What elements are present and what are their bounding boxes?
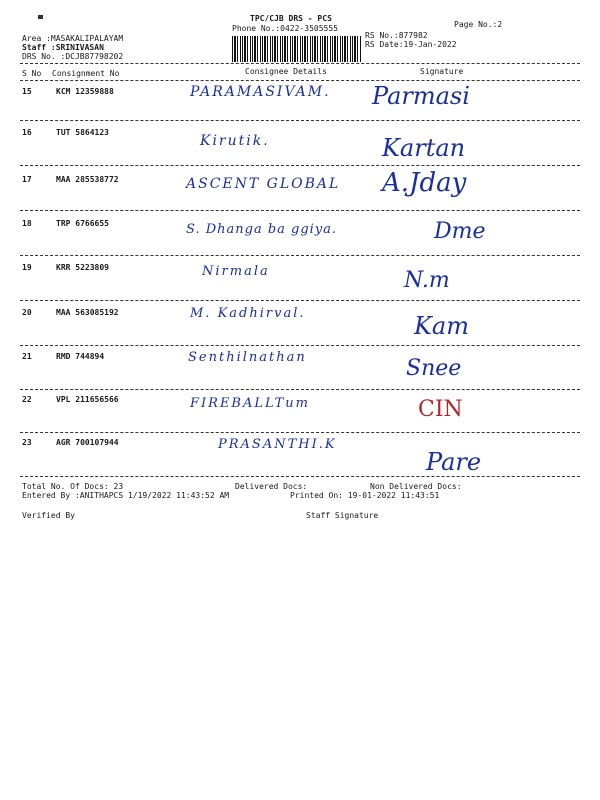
- row-consignee: Senthilnathan: [188, 350, 307, 365]
- printed-on: Printed On: 19-01-2022 11:43:51: [290, 491, 440, 500]
- row-divider: [20, 255, 580, 256]
- row-signature: Parmasi: [372, 82, 470, 110]
- area-label: Area :MASAKALIPALAYAM: [22, 34, 124, 43]
- row-divider: [20, 432, 580, 433]
- row-consignment: AGR 700107944: [56, 438, 119, 447]
- row-consignment: KCM 12359888: [56, 87, 114, 96]
- row-signature: Snee: [406, 356, 462, 381]
- column-header-consignee: Consignee Details: [245, 67, 327, 76]
- row-consignee: FIREBALLTum: [190, 396, 310, 411]
- row-consignment: MAA 285538772: [56, 175, 119, 184]
- delivered-docs: Delivered Docs:: [235, 482, 308, 491]
- row-signature: N.m: [404, 268, 450, 293]
- barcode: [232, 36, 362, 62]
- row-divider: [20, 165, 580, 166]
- row-consignment: VPL 211656566: [56, 395, 119, 404]
- row-divider: [20, 300, 580, 301]
- row-sno: 21: [22, 352, 32, 361]
- row-signature: Kartan: [382, 134, 466, 162]
- row-consignment: KRR 5223809: [56, 263, 109, 272]
- page-number: Page No.:2: [454, 20, 503, 29]
- row-consignee: M. Kadhirval.: [190, 306, 306, 321]
- row-divider: [20, 210, 580, 211]
- phone-number: Phone No.:0422-3505555: [232, 24, 338, 33]
- row-consignment: RMD 744894: [56, 352, 105, 361]
- row-signature: CIN: [418, 397, 463, 422]
- total-docs: Total No. Of Docs: 23: [22, 482, 124, 491]
- row-consignee: S. Dhanga ba ggiya.: [186, 222, 338, 237]
- row-consignee: PRASANTHI.K: [218, 437, 337, 452]
- row-sno: 18: [22, 219, 32, 228]
- row-signature: Kam: [414, 312, 469, 340]
- row-consignee: ASCENT GLOBAL: [186, 176, 341, 192]
- row-signature: Dme: [434, 219, 486, 244]
- row-sno: 15: [22, 87, 32, 96]
- verified-by: Verified By: [22, 511, 75, 520]
- row-divider: [20, 345, 580, 346]
- column-header-consignment: Consignment No: [52, 69, 120, 78]
- row-sno: 16: [22, 128, 32, 137]
- staff-label: Staff :SRINIVASAN: [22, 43, 104, 52]
- row-consignee: Kirutik.: [200, 133, 270, 149]
- row-signature: A.Jday: [382, 168, 467, 198]
- rs-number: RS No.:877982: [365, 31, 428, 40]
- row-consignee: Nirmala: [202, 264, 270, 279]
- table-bottom-divider: [20, 476, 580, 477]
- row-divider: [20, 389, 580, 390]
- staff-signature: Staff Signature: [306, 511, 379, 520]
- rs-date: RS Date:19-Jan-2022: [365, 40, 457, 49]
- row-sno: 23: [22, 438, 32, 447]
- column-header-divider: [20, 80, 580, 81]
- header-divider: [20, 63, 580, 64]
- row-consignment: MAA 563085192: [56, 308, 119, 317]
- row-consignment: TUT 5864123: [56, 128, 109, 137]
- column-header-signature: Signature: [420, 67, 464, 76]
- row-consignment: TRP 6766655: [56, 219, 109, 228]
- row-sno: 20: [22, 308, 32, 317]
- row-signature: Pare: [426, 448, 482, 476]
- column-header-sno: S No: [22, 69, 42, 78]
- row-sno: 17: [22, 175, 32, 184]
- row-divider: [20, 120, 580, 121]
- drs-number: DRS No. :DCJB87798202: [22, 52, 124, 61]
- row-consignee: PARAMASIVAM.: [190, 84, 331, 100]
- non-delivered-docs: Non Delivered Docs:: [370, 482, 462, 491]
- entered-by: Entered By :ANITHAPCS 1/19/2022 11:43:52 AM: [22, 491, 230, 500]
- row-sno: 19: [22, 263, 32, 272]
- report-title: TPC/CJB DRS - PCS: [250, 14, 332, 23]
- scan-mark: [38, 15, 43, 19]
- row-sno: 22: [22, 395, 32, 404]
